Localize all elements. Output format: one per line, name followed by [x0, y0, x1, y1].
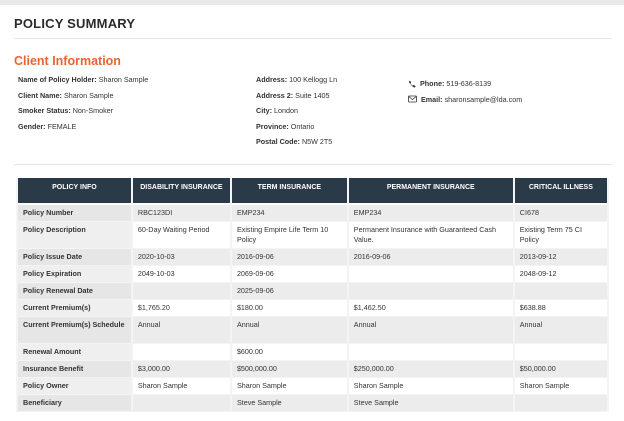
table-cell: 2025-09-06	[232, 283, 347, 300]
table-cell: EMP234	[349, 205, 513, 222]
policy-table	[16, 178, 609, 412]
field-label: Gender:	[18, 121, 46, 131]
table-cell: Sharon Sample	[133, 378, 230, 395]
row-label: Policy Number	[18, 205, 131, 222]
table-cell: $1,462.50	[349, 300, 513, 317]
row-label: Current Premium(s)	[18, 300, 131, 317]
table-cell: Annual	[515, 317, 607, 344]
table-cell: 2016-09-06	[232, 249, 347, 266]
table-row	[18, 317, 607, 344]
table-cell: RBC123DI	[133, 205, 230, 222]
client-name-field	[18, 92, 148, 108]
email-value[interactable]: sharonsample@lda.com	[444, 94, 523, 104]
column-header: TERM INSURANCE	[232, 178, 347, 205]
table-cell: $638.88	[515, 300, 607, 317]
gender-field	[18, 123, 148, 139]
page-title: POLICY SUMMARY	[14, 16, 136, 31]
client-information-heading: Client Information	[14, 54, 121, 68]
phone-field	[408, 76, 522, 92]
table-cell: $1,765.20	[133, 300, 230, 317]
field-label: Smoker Status:	[18, 106, 71, 115]
table-cell	[349, 344, 513, 361]
smoker-status-field	[18, 107, 148, 123]
table-cell: 2048-09-12	[515, 266, 607, 283]
table-cell: 2013-09-12	[515, 249, 607, 266]
section-divider	[14, 164, 612, 165]
table-cell: Permanent Insurance with Guaranteed Cash Value.	[349, 222, 513, 249]
table-cell	[515, 344, 607, 361]
row-label: Policy Owner	[18, 378, 131, 395]
table-cell: $180.00	[232, 300, 347, 317]
title-divider	[14, 38, 612, 39]
row-label: Current Premium(s) Schedule	[18, 317, 131, 344]
field-label: Client Name:	[18, 90, 62, 100]
table-cell: Annual	[133, 317, 230, 344]
table-cell: 2049-10-03	[133, 266, 230, 283]
field-label: Address 2:	[256, 90, 294, 100]
table-cell: Sharon Sample	[232, 378, 347, 395]
column-header: DISABILITY INSURANCE	[133, 178, 230, 205]
column-header: PERMANENT INSURANCE	[349, 178, 513, 205]
table-cell: $250,000.00	[349, 361, 513, 378]
phone-value: 519-636-8139	[446, 79, 492, 89]
table-cell: Steve Sample	[349, 395, 513, 412]
table-cell: Steve Sample	[232, 395, 347, 412]
field-value: Suite 1405	[295, 90, 330, 100]
envelope-icon	[408, 95, 417, 103]
email-field	[408, 92, 522, 108]
client-info-address-column	[256, 76, 337, 154]
field-value: Sharon Sample	[98, 75, 149, 84]
field-value: N5W 2T5	[301, 137, 333, 146]
table-cell	[349, 266, 513, 283]
top-bar	[0, 0, 624, 5]
row-label: Insurance Benefit	[18, 361, 131, 378]
field-value: 100 Kellogg Ln	[289, 75, 338, 84]
address-field	[256, 76, 337, 92]
table-cell: $500,000.00	[232, 361, 347, 378]
table-row	[18, 344, 607, 361]
table-cell: EMP234	[232, 205, 347, 222]
row-label: Beneficiary	[18, 395, 131, 412]
table-cell: 2016-09-06	[349, 249, 513, 266]
table-cell: 60-Day Waiting Period	[133, 222, 230, 249]
table-cell: Existing Term 75 CI Policy	[515, 222, 607, 249]
field-label: Province:	[256, 121, 289, 131]
field-label: City:	[256, 106, 272, 115]
field-label: Postal Code:	[256, 137, 300, 146]
table-cell	[515, 283, 607, 300]
table-row	[18, 249, 607, 266]
table-cell	[515, 395, 607, 412]
table-row	[18, 266, 607, 283]
field-label: Name of Policy Holder:	[18, 75, 97, 84]
field-label: Email:	[421, 94, 443, 104]
row-label: Policy Description	[18, 222, 131, 249]
table-cell: Sharon Sample	[515, 378, 607, 395]
table-cell: 2020-10-03	[133, 249, 230, 266]
column-header: CRITICAL ILLNESS	[515, 178, 607, 205]
field-value: Ontario	[290, 121, 315, 131]
table-cell: 2069-09-06	[232, 266, 347, 283]
table-cell: $600.00	[232, 344, 347, 361]
client-info-left-column	[18, 76, 148, 138]
table-cell	[133, 395, 230, 412]
column-header: POLICY INFO	[18, 178, 131, 205]
table-row	[18, 222, 607, 249]
row-label: Policy Issue Date	[18, 249, 131, 266]
table-cell	[133, 283, 230, 300]
table-cell: $3,000.00	[133, 361, 230, 378]
table-cell: Existing Empire Life Term 10 Policy	[232, 222, 347, 249]
row-label: Policy Expiration	[18, 266, 131, 283]
table-cell: $50,000.00	[515, 361, 607, 378]
table-cell	[349, 283, 513, 300]
field-label: Address:	[256, 75, 288, 84]
table-row	[18, 283, 607, 300]
row-label: Renewal Amount	[18, 344, 131, 361]
phone-icon	[408, 80, 416, 88]
field-value: FEMALE	[47, 121, 77, 131]
table-header-row	[18, 178, 607, 205]
table-row	[18, 361, 607, 378]
postal-code-field	[256, 138, 337, 154]
table-cell: Annual	[232, 317, 347, 344]
client-contact-column	[408, 76, 522, 107]
row-label: Policy Renewal Date	[18, 283, 131, 300]
table-row	[18, 395, 607, 412]
table-row	[18, 205, 607, 222]
policy-holder-field	[18, 76, 148, 92]
table-cell	[133, 344, 230, 361]
table-cell: CI678	[515, 205, 607, 222]
city-field	[256, 107, 337, 123]
field-value: London	[273, 106, 298, 115]
address2-field	[256, 92, 337, 108]
table-cell: Annual	[349, 317, 513, 344]
province-field	[256, 123, 337, 139]
table-row	[18, 300, 607, 317]
field-label: Phone:	[420, 79, 445, 89]
field-value: Sharon Sample	[63, 90, 114, 100]
table-row	[18, 378, 607, 395]
table-cell: Sharon Sample	[349, 378, 513, 395]
field-value: Non-Smoker	[72, 106, 114, 115]
